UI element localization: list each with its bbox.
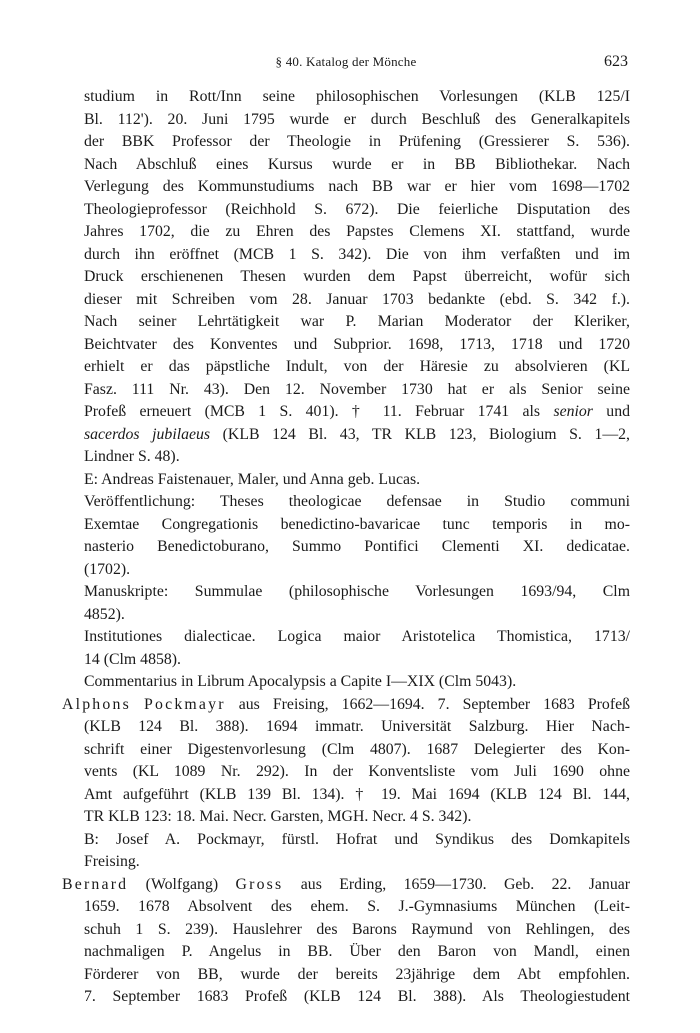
text-line	[62, 784, 630, 807]
text-run: 14 (Clm 4858).	[84, 650, 181, 668]
text-line	[62, 964, 630, 987]
text-line	[62, 806, 630, 829]
text-run: schuh 1 S. 239). Hauslehrer des Barons Raymund von Rehlingen, des	[84, 920, 630, 938]
text-line	[62, 536, 630, 559]
text-run: Fasz. 111 Nr. 43). Den 12. November 1730 hat er als Senior seine	[84, 380, 630, 398]
text-line	[62, 829, 630, 852]
text-run: 7. September 1683 Profeß (KLB 124 Bl. 388). Als Theologiestudent	[84, 988, 630, 1005]
text-line	[62, 244, 630, 267]
text-line	[62, 356, 630, 379]
text-line	[62, 424, 630, 447]
running-title: § 40. Katalog der Mönche	[275, 54, 417, 69]
text-line	[62, 154, 630, 177]
italic-text: sacerdos jubilaeus	[84, 425, 211, 443]
entry-name: Pockmayr	[144, 695, 226, 713]
text-line	[62, 334, 630, 357]
text-run: Jahres 1702, die zu Ehren des Papstes Clemens XI. stattfand, wurde	[84, 223, 630, 240]
text-run: durch ihn eröffnet (MCB 1 S. 342). Die von ihm verfaßten und im	[84, 245, 630, 263]
text-line	[62, 896, 630, 919]
text-line	[62, 401, 630, 424]
text-run: Beichtvater des Konventes und Subprior. 1698, 1713, 1718 und 1720	[84, 335, 630, 353]
text-run: (1702).	[84, 560, 131, 578]
text-run: nasterio Benedictoburano, Summo Pontifici Clementi XI. dedicatae.	[84, 538, 630, 555]
text-run: Verlegung des Kommunstudiums nach BB war er hier vom 1698—1702	[84, 178, 630, 195]
text-line	[62, 559, 630, 582]
text-run: nachmaligen P. Angelus in BB. Über den Baron von Mandl, einen	[84, 943, 630, 960]
text-line	[62, 716, 630, 739]
text-run: Nach seiner Lehrtätigkeit war P. Marian Moderator der Kleriker,	[84, 313, 630, 330]
text-run: Bl. 112'). 20. Juni 1795 wurde er durch Beschluß des Generalkapitels	[84, 110, 630, 128]
text-run: aus Freising, 1662—1694. 7. September 1683 Profeß	[225, 695, 630, 713]
text-run: Commentarius in Librum Apocalypsis a Capite I—XIX (Clm 5043).	[84, 673, 517, 690]
text-line	[62, 199, 630, 222]
text-run: Profeß erneuert (MCB 1 S. 401). † 11. Februar 1741 als	[84, 403, 554, 420]
text-line	[62, 176, 630, 199]
text-run: Institutiones dialecticae. Logica maior Aristotelica Thomistica, 1713/	[84, 628, 630, 645]
text-run: B: Josef A. Pockmayr, fürstl. Hofrat und Syndikus des Domkapitels	[84, 830, 630, 848]
text-run: aus Erding, 1659—1730. Geb. 22. Januar	[283, 875, 630, 893]
text-line	[62, 266, 630, 289]
text-line	[62, 874, 630, 897]
text-line	[62, 109, 630, 132]
text-run	[131, 696, 144, 713]
italic-text: senior	[553, 403, 593, 420]
text-run: (Wolfgang)	[128, 875, 236, 893]
text-line	[62, 941, 630, 964]
text-line	[62, 739, 630, 762]
text-line	[62, 491, 630, 514]
text-line	[62, 469, 630, 492]
entry-name: Gross	[235, 875, 284, 893]
text-line	[62, 581, 630, 604]
text-run: Veröffentlichung: Theses theologicae defensae in Studio communi	[84, 493, 630, 510]
text-run: E: Andreas Faistenauer, Maler, und Anna geb. Lucas.	[84, 470, 421, 488]
running-head	[62, 50, 630, 74]
text-line	[62, 851, 630, 874]
text-run: Theologieprofessor (Reichhold S. 672). Die feierliche Disputation des	[84, 200, 630, 218]
entry-name: Bernard	[62, 875, 129, 893]
text-run: (KLB 124 Bl. 43, TR KLB 123, Biologium S. 1—2,	[210, 425, 630, 443]
text-line	[62, 761, 630, 784]
text-run: Lindner S. 48).	[84, 448, 180, 465]
text-run: vents (KL 1089 Nr. 292). In der Konventsliste vom Juli 1690 ohne	[84, 763, 630, 780]
text-line	[62, 131, 630, 154]
text-run: 1659. 1678 Absolvent des ehem. S. J.-Gymnasiums München (Leit-	[84, 898, 630, 915]
text-line	[62, 379, 630, 402]
text-run: dieser mit Schreiben vom 28. Januar 1703 bedankte (ebd. S. 342 f.).	[84, 290, 630, 308]
body-text	[62, 86, 630, 1009]
text-run: und	[592, 403, 630, 420]
text-run: studium in Rott/Inn seine philosophischen Vorlesungen (KLB 125/I	[84, 88, 630, 105]
text-line	[62, 289, 630, 312]
text-run: Förderer von BB, wurde der bereits 23jährige dem Abt empfohlen.	[84, 965, 630, 983]
text-run: (KLB 124 Bl. 388). 1694 immatr. Universität Salzburg. Hier Nach-	[84, 718, 630, 735]
text-run: Manuskripte: Summulae (philosophische Vorlesungen 1693/94, Clm	[84, 583, 630, 600]
text-run: Freising.	[84, 853, 140, 870]
text-run: 4852).	[84, 605, 125, 623]
text-run: der BBK Professor der Theologie in Prüfening (Gressierer S. 536).	[84, 133, 630, 150]
text-line	[62, 604, 630, 627]
text-run: Amt aufgeführt (KLB 139 Bl. 134). † 19. Mai 1694 (KLB 124 Bl. 144,	[84, 785, 630, 803]
text-run: erhielt er das päpstliche Indult, von der Häresie zu absolvieren (KL	[84, 358, 630, 375]
text-line	[62, 626, 630, 649]
text-run: TR KLB 123: 18. Mai. Necr. Garsten, MGH. Necr. 4 S. 342).	[84, 808, 472, 825]
text-line	[62, 986, 630, 1009]
text-run: Nach Abschluß eines Kursus wurde er in BB Bibliothekar. Nach	[84, 155, 630, 173]
text-line	[62, 694, 630, 717]
text-line	[62, 446, 630, 469]
text-run: Druck erschienenen Thesen wurden dem Papst überreicht, wofür sich	[84, 268, 630, 285]
text-line	[62, 671, 630, 694]
text-line	[62, 311, 630, 334]
text-line	[62, 86, 630, 109]
page-number: 623	[604, 53, 628, 70]
text-line	[62, 649, 630, 672]
text-line	[62, 221, 630, 244]
text-line	[62, 919, 630, 942]
text-run: Exemtae Congregationis benedictino-bavaricae tunc temporis in mo-	[84, 515, 630, 533]
entry-name: Alphons	[62, 695, 131, 713]
text-run: schrift einer Digestenvorlesung (Clm 4807). 1687 Delegierter des Kon-	[84, 740, 630, 758]
text-line	[62, 514, 630, 537]
